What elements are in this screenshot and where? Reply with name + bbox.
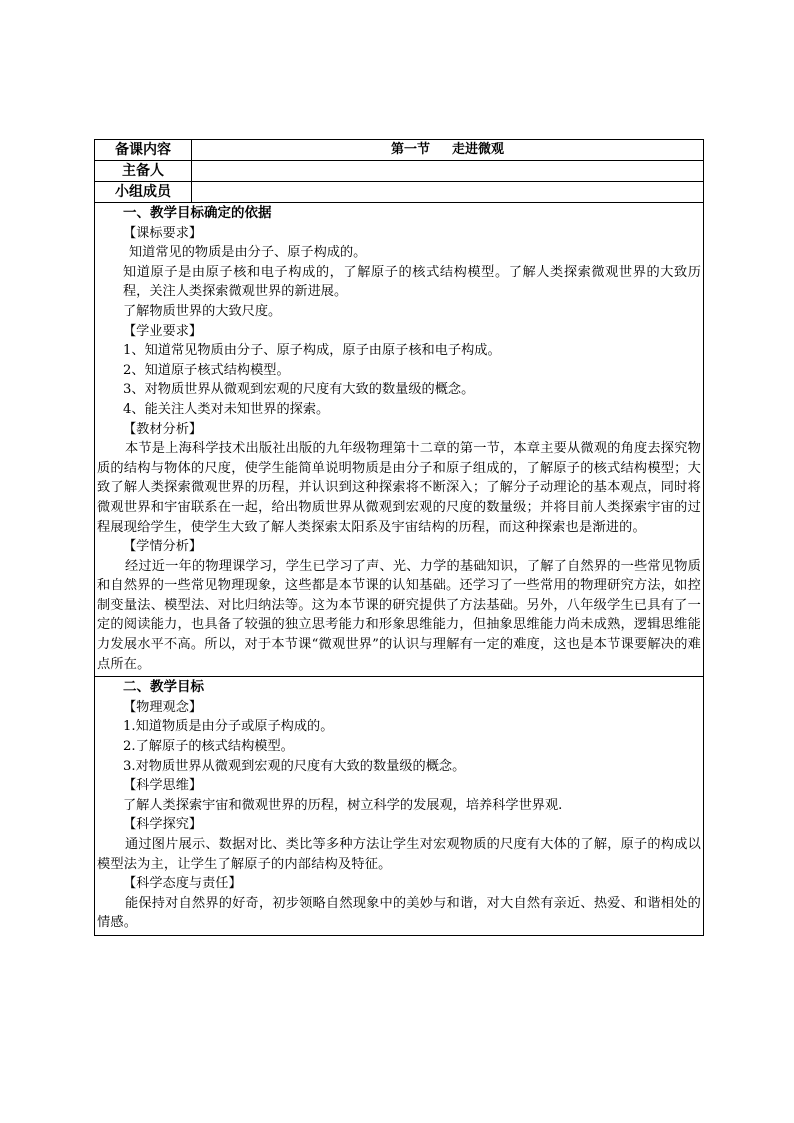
- inquiry-text: 通过图片展示、数据对比、类比等多种方法让学生对宏观物质的尺度有大体的了解，原子的构成以模型法为主，让学生了解原子的内部结构及特征。: [97, 837, 701, 872]
- concepts-title: 【物理观念】: [123, 699, 203, 715]
- group-label: 小组成员: [95, 182, 192, 203]
- objectives-section: [95, 677, 704, 936]
- textbook-title: 【教材分析】: [123, 421, 203, 437]
- preparer-row: [95, 161, 704, 182]
- lesson-row: [95, 140, 704, 161]
- objectives-title: 二、教学目标: [123, 679, 204, 696]
- curriculum-item: 了解物质世界的大致尺度。: [123, 303, 282, 319]
- inquiry-title: 【科学探究】: [123, 817, 203, 833]
- concepts-item: 1.知道物质是由分子或原子构成的。: [123, 719, 334, 735]
- basis-title: 一、教学目标确定的依据: [123, 205, 272, 221]
- students-title: 【学情分析】: [123, 539, 203, 555]
- concepts-item: 2.了解原子的核式结构模型。: [123, 739, 294, 755]
- textbook-text: 本节是上海科学技术出版社出版的九年级物理第十二章的第一节，本章主要从微观的角度去探究物质的结构与物体的尺度，使学生能简单说明物质是由分子和原子组成的，了解原子的核式结构模型；大致了解人类探索微观世界的历程，并认识到这种探索将不断深入；了解分子动理论的基本观点，同时将微观世界和宇宙联系在一起，给出物质世界从微观到宏观的尺度的数量级；并将目前人类探索宇宙的过程展现给学生，使学生大致了解人类探索太阳系及宇宙结构的历程，而这种探索也是渐进的。: [97, 441, 701, 535]
- curriculum-item: 知道原子是由原子核和电子构成的，了解原子的核式结构模型。了解人类探索微观世界的大致历程，关注人类探索微观世界的新进展。: [123, 264, 701, 300]
- objectives-row: [95, 677, 704, 936]
- basis-row: [95, 203, 704, 677]
- students-text: 经过近一年的物理课学习，学生已学习了声、光、力学的基础知识，了解了自然界的一些常见物质和自然界的一些常见物理现象，这些都是本节课的认知基础。还学习了一些常用的物理研究方法，如控制变量法、模型法、对比归纳法等。这为本节课的研究提供了方法基础。另外，八年级学生已具有了一定的阅读能力，也具备了较强的独立思考能力和形象思维能力，但抽象思维能力尚未成熟，逻辑思维能力发展水平不高。所以，对于本节课“微观世界”的认识与理解有一定的难度，这也是本节课要解决的难点所在。: [97, 558, 701, 672]
- lesson-name: 走进微观: [452, 142, 505, 157]
- academic-item: 2、知道原子核式结构模型。: [123, 362, 290, 378]
- lesson-plan-table: [94, 139, 704, 936]
- group-row: [95, 182, 704, 203]
- concepts-item: 3.对物质世界从微观到宏观的尺度有大致的数量级的概念。: [123, 758, 466, 774]
- preparer-label: 主备人: [95, 161, 192, 182]
- basis-section: [95, 203, 704, 677]
- group-value: [192, 182, 704, 203]
- attitude-text: 能保持对自然界的好奇，初步领略自然现象中的美妙与和谐，对大自然有亲近、热爱、和谐相处的情感。: [97, 895, 701, 931]
- lesson-title: [192, 140, 704, 161]
- academic-item: 4、能关注人类对未知世界的探索。: [123, 401, 330, 417]
- lesson-label: 备课内容: [95, 140, 192, 161]
- academic-item: 3、对物质世界从微观到宏观的尺度有大致的数量级的概念。: [123, 382, 475, 398]
- attitude-title: 【科学态度与责任】: [123, 876, 242, 892]
- curriculum-item: 知道常见的物质是由分子、原子构成的。: [129, 245, 367, 261]
- thinking-title: 【科学思维】: [123, 778, 203, 794]
- curriculum-title: 【课标要求】: [123, 225, 203, 241]
- thinking-text: 了解人类探索宇宙和微观世界的历程，树立科学的发展观，培养科学世界观.: [123, 797, 563, 813]
- academic-title: 【学业要求】: [123, 323, 203, 339]
- preparer-value: [192, 161, 704, 182]
- academic-item: 1、知道常见物质由分子、原子构成，原子由原子核和电子构成。: [123, 343, 501, 359]
- lesson-prefix: 第一节: [390, 142, 430, 157]
